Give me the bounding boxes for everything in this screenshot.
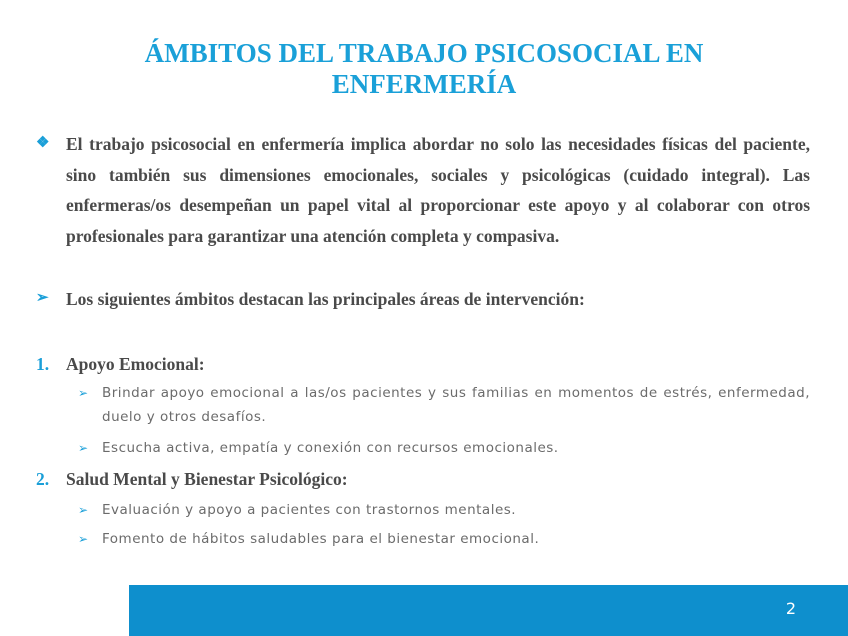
list-item-text: Escucha activa, empatía y conexión con recursos emocionales. [102,440,559,456]
list-item-text: Fomento de hábitos saludables para el bienestar emocional. [102,531,540,547]
intro-bullet [36,129,810,251]
arrow-bullet-icon: ➢ [78,441,89,455]
section-number: 1. [36,354,50,374]
arrow-bullet-icon: ➢ [78,386,89,400]
list-item [78,381,810,429]
intro-bullet-text: El trabajo psicosocial en enfermería implica abordar no solo las necesidades físicas del paciente, sino también sus dimensiones emocionales, sociales y psicológicas (cuidado integral). Las enfermeras/os desempeñan un papel vital al proporcionar este apoyo y al colaborar con otros profesionales para garantizar una atención completa y compasiva. [66,134,810,246]
areas-bullet-text: Los siguientes ámbitos destacan las principales áreas de intervención: [66,289,585,309]
diamond-cluster-bullet-icon: ❖ [36,135,50,151]
section-heading-label: Apoyo Emocional: [66,354,205,374]
arrow-bullet-icon: ➢ [36,290,49,306]
section-heading-label: Salud Mental y Bienestar Psicológico: [66,469,348,489]
list-item [78,498,810,522]
section-heading-apoyo-emocional [36,351,205,377]
arrow-bullet-icon: ➢ [78,503,89,517]
slide-title: ÁMBITOS DEL TRABAJO PSICOSOCIAL EN ENFERMERÍA [144,38,704,99]
list-item-text: Evaluación y apoyo a pacientes con trastornos mentales. [102,502,517,518]
list-item [78,436,810,460]
arrow-bullet-icon: ➢ [78,532,89,546]
areas-bullet [36,284,810,315]
section-heading-salud-mental [36,466,348,492]
list-item-text: Brindar apoyo emocional a las/os pacientes y sus familias en momentos de estrés, enfermedad, duelo y otros desafíos. [102,385,810,425]
list-item [78,527,810,551]
page-number: 2 [785,599,796,618]
section-number: 2. [36,469,50,489]
footer-bar [129,585,848,636]
